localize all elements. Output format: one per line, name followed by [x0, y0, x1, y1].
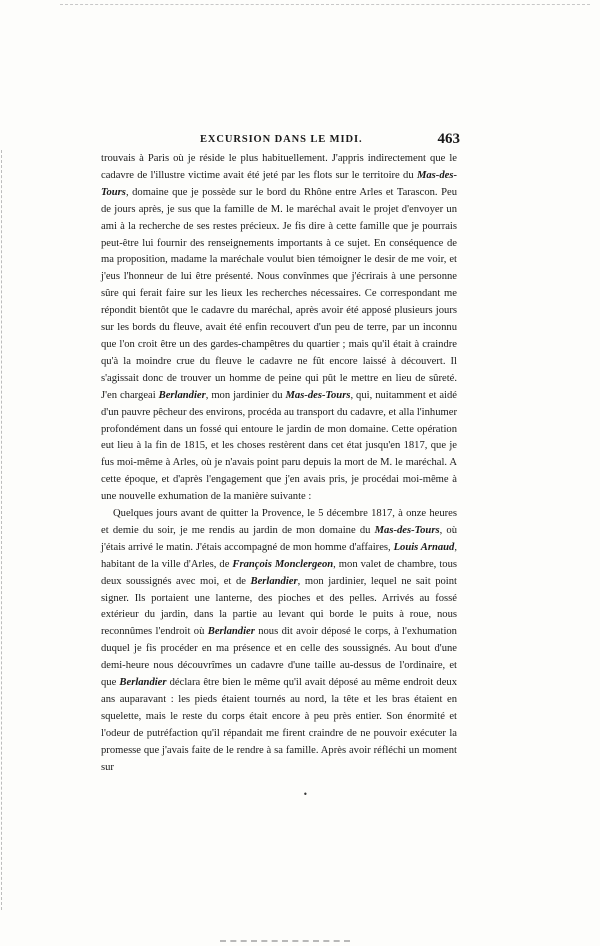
text-run: Quelques jours avant de quitter la Provence, le 5 décembre 1817, à onze heures et demie du soir, je me rendis au jardin de mon domaine du — [101, 508, 457, 536]
italic-name: Mas-des-Tours — [374, 524, 440, 536]
text-run: déclara être bien le même qu'il avait déposé au même endroit deux ans auparavant : les pieds étaient tournés au nord, la tête et les bras étaient en squelette, mais le reste du corps était encore à peu près entier. Son énormité et l'odeur de putréfaction qu'il répandait me firent craindre de ne pouvoir exécuter la promesse que j'avais faite de le rendre à sa famille. Après avoir réfléchi un moment sur — [101, 677, 457, 773]
text-run: , qui, nuitamment et aidé d'un pauvre pêcheur des environs, procéda au transport du cadavre, et alla l'inhumer profondément dans un fossé qui entoure le jardin de mon domaine. Cette opération eut lieu à la fin de 1815, et les choses restèrent dans cet état jusqu'en 1817, que je fus moi-même à Arles, où je n'avais point paru depuis la mort de M. le maréchal. A cette époque, et d'après l'engagement que j'en avais pris, je procédai moi-même à une nouvelle exhumation de la manière suivante : — [101, 389, 457, 503]
italic-name: Berlandier — [250, 575, 298, 587]
scan-edge-left — [1, 150, 5, 910]
italic-name: Mas-des-Tours — [285, 389, 351, 401]
footer-dot: • — [303, 790, 308, 799]
italic-name: Berlandier — [207, 626, 255, 638]
text-run: , habitant de la ville d'Arles, de — [101, 541, 458, 570]
text-run: trouvais à Paris où je réside le plus habituellement. J'appris indirectement que le cadavre de l'illustre victime avait été jeté par les flots sur le territoire du — [101, 153, 457, 181]
paragraph — [101, 506, 457, 777]
page-number: 463 — [437, 131, 460, 147]
page-header — [160, 131, 460, 149]
italic-name: Mas-des-Tours — [101, 169, 457, 198]
text-run: , domaine que je possède sur le bord du Rhône entre Arles et Tarascon. Peu de jours après, je sus que la famille de M. le maréchal avait le projet d'envoyer un ami à la recherche de ses restes précieux. Je fis dire à cette famille que je pourrais peut-être lui fournir des renseignements importants à ce sujet. En conséquence de ma proposition, madame la maréchale voulut bien témoigner le desir de me voir, et j'eus l'honneur de lui être présenté. Nous convînmes que j'écrirais à une personne sûre qui ferait faire sur les lieux les recherches nécessaires. Ce correspondant me répondit bientôt que le cadavre du maréchal, après avoir été apposé plusieurs jours sur les bords du fleuve, avait été enfin recouvert d'un peu de terre, par un inconnu que l'on croit être un des gardes-champêtres du quartier ; mais qu'il était à craindre qu'à la moindre crue du fleuve le cadavre ne fût encore laissé à découvert. Il s'agissait donc de trouver un homme de peine qui pût le mettre en lieu de sûreté. J'en chargeai — [101, 186, 457, 401]
paragraph — [101, 151, 457, 506]
text-run: nous dit avoir déposé le corps, à l'exhumation duquel je fis procéder en ma présence et en celle des soussignés. Au bout d'une demi-heure nous découvrîmes un cadavre d'une taille au-dessus de l'ordinaire, et que — [101, 626, 457, 689]
italic-name: Berlandier — [158, 389, 206, 401]
body-text — [101, 151, 457, 777]
italic-name: François Monclergeon — [232, 558, 334, 570]
running-title: EXCURSION DANS LE MIDI. — [200, 134, 363, 145]
scan-edge-top — [60, 4, 590, 5]
scan-edge-bottom — [220, 940, 350, 942]
text-run: , où j'étais arrivé le matin. J'étais accompagné de mon homme d'affaires, — [101, 524, 457, 553]
text-run: , mon valet de chambre, tous deux soussignés avec moi, et de — [101, 558, 457, 587]
italic-name: Berlandier — [119, 677, 167, 689]
text-run: , mon jardinier, lequel ne sait point signer. Ils portaient une lanterne, des pioches et des pelles. Arrivés au fossé extérieur du jardin, dans la partie au levant qui borde le puits à roue, nous reconnûmes l'endroit où — [101, 575, 457, 638]
italic-name: Louis Arnaud — [393, 541, 455, 553]
text-run: , mon jardinier du — [205, 389, 286, 401]
